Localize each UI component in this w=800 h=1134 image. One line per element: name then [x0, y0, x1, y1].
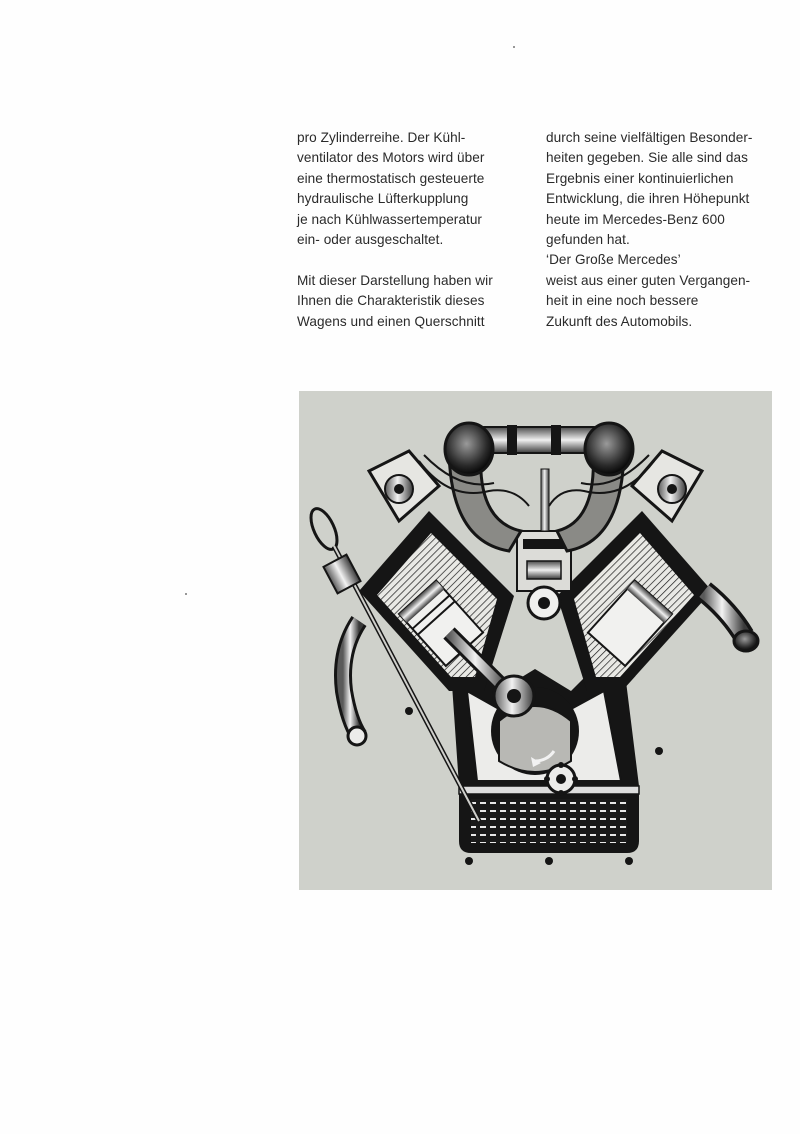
coolant-hose-left [343, 621, 366, 745]
text-line: je nach Kühlwassertemperatur [297, 211, 483, 227]
text-line: gefunden hat. [546, 232, 630, 248]
text-line: durch seine vielfältigen Besonder- [546, 130, 753, 145]
text-line: ‘Der Große Mercedes’ [546, 252, 681, 268]
text-line: ein- oder ausgeschaltet. [297, 232, 444, 248]
text-line: Wagens und einen Querschnitt [297, 313, 485, 329]
print-speck [513, 46, 515, 48]
text-line: Mit dieser Darstellung haben wir [297, 272, 493, 288]
text-line: weist aus einer guten Vergangen- [546, 272, 751, 288]
text-line: hydraulische Lüfterkupplung [297, 191, 469, 207]
text-line: eine thermostatisch gesteuerte [297, 170, 485, 186]
text-line: heit in eine noch bessere [546, 293, 699, 309]
text-line: Ergebnis einer kontinuierlichen [546, 170, 734, 186]
print-speck [185, 593, 187, 595]
camshaft-left [369, 451, 439, 521]
engine-drawing [299, 391, 772, 890]
engine-cross-section-illustration [299, 391, 772, 890]
paragraph-spacer [297, 250, 527, 270]
text-line: ventilator des Motors wird über [297, 150, 485, 166]
text-line: Entwicklung, die ihren Höhepunkt [546, 191, 750, 207]
text-line: Zukunft des Automobils. [546, 313, 693, 329]
paragraph-cooling-fan [297, 128, 527, 250]
text-line: Ihnen die Charakteristik dieses [297, 293, 485, 309]
text-column-right [546, 128, 786, 332]
exhaust-pipe-right [704, 591, 758, 651]
paragraph-overview [297, 271, 527, 332]
oil-sump [459, 786, 639, 853]
text-line: heiten gegeben. Sie alle sind das [546, 150, 748, 166]
paragraph-conclusion [546, 128, 786, 332]
text-line: pro Zylinderreihe. Der Kühl- [297, 130, 466, 145]
text-line: heute im Mercedes-Benz 600 [546, 211, 725, 227]
text-column-left [297, 128, 527, 332]
